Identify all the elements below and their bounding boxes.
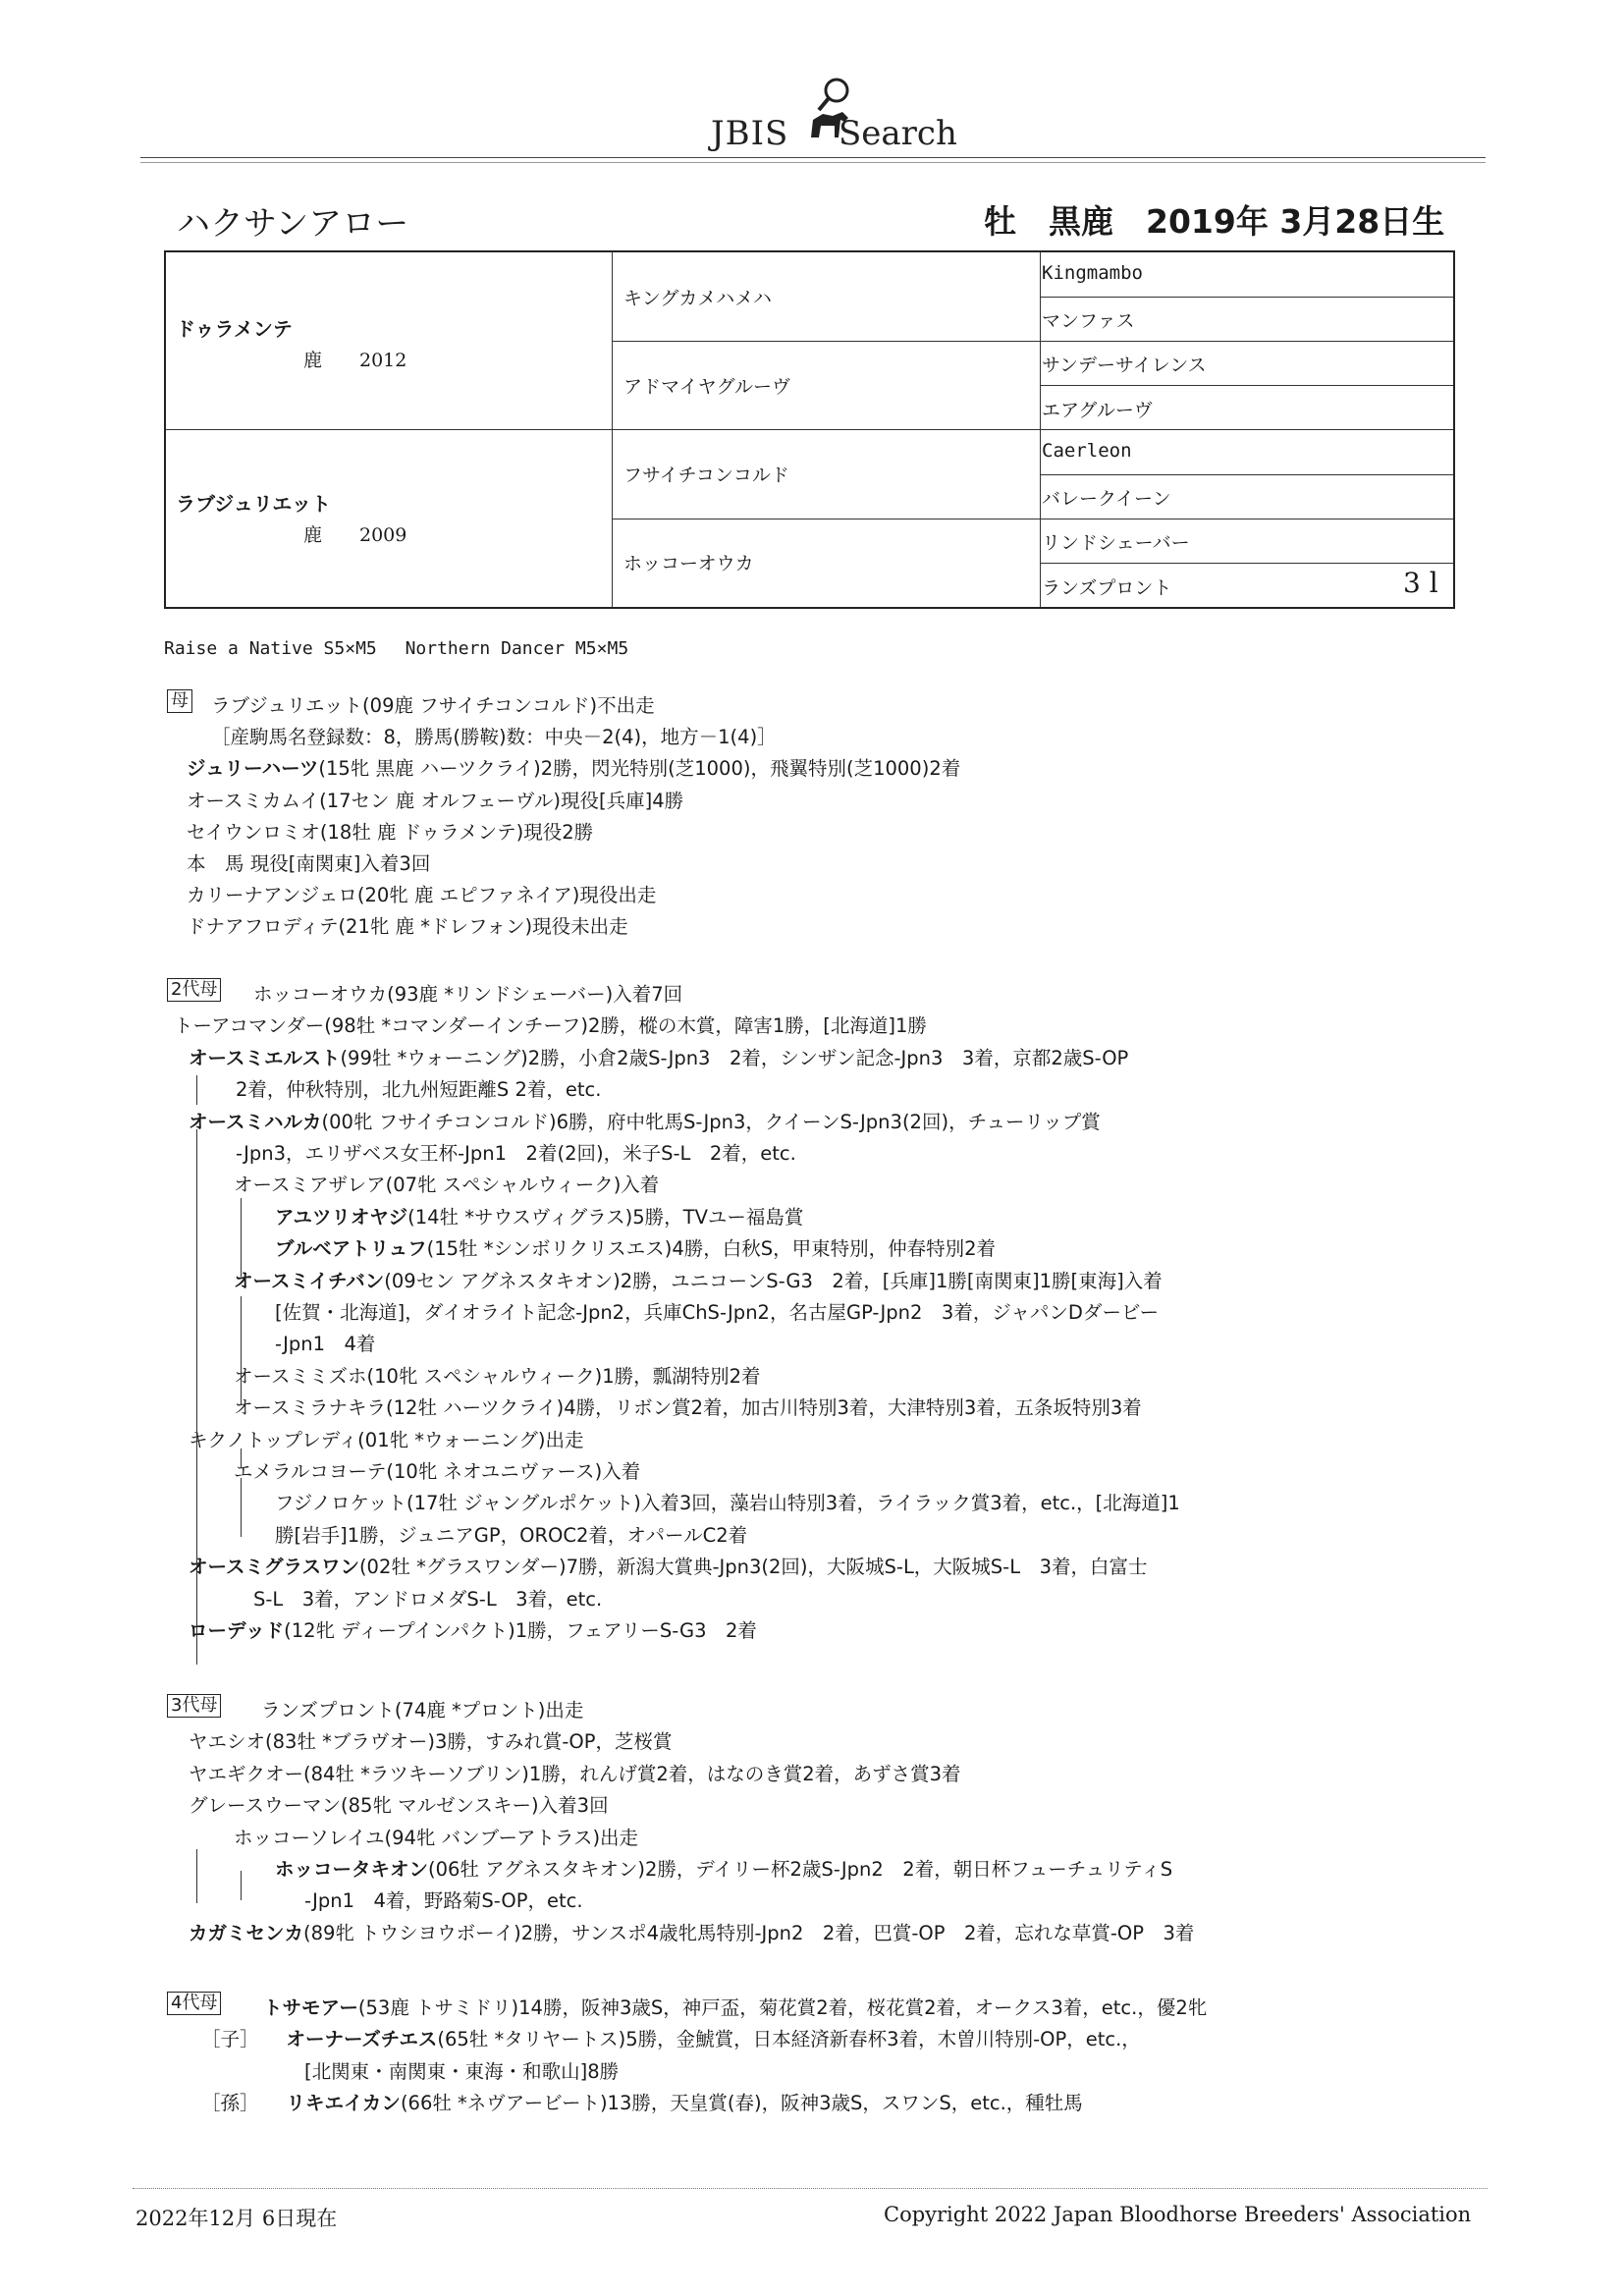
relation-prefix: ［孫］ xyxy=(201,2092,259,2115)
line-text: ラブジュリエット(09鹿 フサイチコンコルド)不出走 xyxy=(211,694,655,717)
family-line xyxy=(234,1361,761,1389)
horse-name-bold: ローデッド xyxy=(189,1619,285,1642)
footer-divider xyxy=(133,2188,1488,2189)
family-line xyxy=(253,979,682,1007)
pedigree-gen3: Caerleon xyxy=(1042,440,1132,462)
line-text: 勝[岩手]1勝，ジュニアGP，OROC2着，オパールC2着 xyxy=(275,1523,748,1547)
dam-name: ラブジュリエット xyxy=(176,492,331,516)
family-line xyxy=(189,1107,1101,1134)
inbreeding-note: Raise a Native S5×M5 Northern Dancer M5×M5 xyxy=(164,638,629,659)
line-text: (89牝 トウシヨウボーイ)2勝，サンスポ4歳牝馬特別-Jpn2 2着，巴賞-OP 2着，忘れな草賞-OP 3着 xyxy=(303,1921,1195,1944)
family-line xyxy=(261,1695,583,1722)
line-text: (02牡 *グラスワンダー)7勝，新潟大賞典-Jpn3(2回)，大阪城S-L，大阪城S-L 3着，白富士 xyxy=(358,1556,1148,1579)
family-line xyxy=(187,786,683,813)
section-tag-wrapper xyxy=(167,688,210,713)
sire-name: ドゥラメンテ xyxy=(176,317,293,341)
line-text: オースミカムイ(17セン 鹿 オルフェーヴル)現役[兵庫]4勝 xyxy=(187,789,684,812)
line-text: オースミミズホ(10牝 スペシャルウィーク)1勝，瓢湖特別2着 xyxy=(234,1364,761,1388)
line-text: ホッコーオウカ(93鹿 *リンドシェーバー)入着7回 xyxy=(253,983,683,1006)
family-line xyxy=(275,1297,1159,1325)
line-text: ホッコーソレイユ(94牝 バンブーアトラス)出走 xyxy=(234,1826,639,1849)
family-line xyxy=(189,1615,757,1643)
horse-name-bold: トサモアー xyxy=(263,1996,358,2019)
family-line xyxy=(189,1790,609,1818)
line-text: (06牡 アグネスタキオン)2勝，デイリー杯2歳S-Jpn2 2着，朝日杯フューチュリティS xyxy=(428,1858,1173,1881)
header-divider xyxy=(140,157,1486,158)
family-number: 3 l xyxy=(1403,567,1438,599)
line-text: フジノロケット(17牡 ジャングルポケット)入着3回，藻岩山特別3着，ライラック賞3着，etc.，[北海道]1 xyxy=(275,1492,1180,1515)
family-line xyxy=(275,1202,803,1230)
section-tag-second-dam: 2代母 xyxy=(167,978,221,1002)
family-line xyxy=(234,1823,638,1850)
line-text: ヤエギクオー(84牡 *ラツキーソブリン)1勝，れんげ賞2着，はなのき賞2着，あずさ賞3着 xyxy=(189,1762,961,1785)
family-line xyxy=(234,1393,1142,1420)
footer-date: 2022年12月 6日現在 xyxy=(135,2207,338,2230)
line-text: (09セン アグネスタキオン)2勝，ユニコーンS-G3 2着，[兵庫]1勝[南関東]1勝[東海]入着 xyxy=(384,1269,1163,1292)
horse-name-bold: カガミセンカ xyxy=(189,1921,304,1944)
family-line xyxy=(304,1886,583,1913)
line-text: -Jpn1 4着，野路菊S-OP，etc. xyxy=(304,1889,583,1913)
pedigree-gen3: エアグルーヴ xyxy=(1042,400,1153,421)
line-text: オースミラナキラ(12牡 ハーツクライ)4勝，リボン賞2着，加古川特別3着，大津特別3着，五条坂特別3着 xyxy=(234,1396,1142,1420)
section-tag-third-dam: 3代母 xyxy=(167,1694,221,1718)
pedigree-gen3: Kingmambo xyxy=(1042,262,1143,284)
line-text: (66牡 *ネヴアービート)13勝，天皇賞(春)，阪神3歳S，スワンS，etc.，種牡馬 xyxy=(400,2092,1083,2115)
family-line xyxy=(201,2088,1083,2115)
header-divider-secondary xyxy=(140,162,1486,163)
pedigree-gen3: マンファス xyxy=(1042,310,1135,332)
family-line xyxy=(187,817,593,845)
family-line xyxy=(189,1726,673,1754)
sire-detail: 鹿 2012 xyxy=(303,350,407,371)
family-line xyxy=(234,1170,659,1197)
family-line xyxy=(234,1266,1163,1293)
family-line xyxy=(275,1488,1180,1515)
line-text: (15牝 黒鹿 ハーツクライ)2勝，閃光特別(芝1000)，飛翼特別(芝1000)2着 xyxy=(318,757,961,781)
dam-cell xyxy=(176,488,406,547)
dam-detail: 鹿 2009 xyxy=(303,524,407,546)
family-line xyxy=(304,2056,619,2084)
pedigree-gen2: キングカメハメハ xyxy=(623,288,773,309)
family-line xyxy=(189,1043,1128,1070)
horse-name-bold: アユツリオヤジ xyxy=(275,1205,408,1229)
family-line xyxy=(189,1425,584,1452)
lineage-connector xyxy=(241,1449,242,1468)
horse-name: ハクサンアロー xyxy=(177,204,409,244)
horse-name-bold: ブルベアトリュフ xyxy=(275,1237,427,1261)
footer-copyright: Copyright 2022 Japan Bloodhorse Breeders' Association xyxy=(884,2203,1472,2226)
line-text: S-L 3着，アンドロメダS-L 3着，etc. xyxy=(253,1587,603,1611)
section-tag-wrapper xyxy=(167,977,239,1002)
horse-name-bold: オースミハルカ xyxy=(189,1110,322,1133)
family-line xyxy=(187,848,430,876)
family-line xyxy=(187,880,656,907)
family-line xyxy=(174,1011,927,1038)
pedigree-gen3: ランズプロント xyxy=(1042,577,1172,599)
family-line xyxy=(189,1552,1148,1579)
pedigree-gen3: バレークイーン xyxy=(1042,488,1171,510)
family-line xyxy=(275,1520,747,1548)
section-tag-fourth-dam: 4代母 xyxy=(167,1992,221,2015)
line-text: ランズプロント(74鹿 *プロント)出走 xyxy=(261,1699,584,1722)
lineage-connector xyxy=(196,1129,197,1665)
section-tag-dam: 母 xyxy=(167,689,192,713)
family-line xyxy=(201,2024,1141,2051)
line-text: カリーナアンジェロ(20牝 鹿 エピファネイア)現役出走 xyxy=(187,884,657,907)
sire-cell xyxy=(176,313,406,372)
pedigree-table xyxy=(164,250,1455,609)
horse-name-bold: オースミエルスト xyxy=(189,1046,341,1069)
horse-name-bold: ジュリーハーツ xyxy=(187,757,319,781)
family-line xyxy=(189,1918,1194,1945)
line-text: (99牡 *ウォーニング)2勝，小倉2歳S-Jpn3 2着，シンザン記念-Jpn3 3着，京都2歳S-OP xyxy=(340,1046,1129,1069)
line-text: 2着，仲秋特別，北九州短距離S 2着，etc. xyxy=(236,1078,602,1102)
lineage-connector xyxy=(241,1296,242,1404)
line-text: トーアコマンダー(98牡 *コマンダーインチーフ)2勝，樅の木賞，障害1勝，[北海道]1勝 xyxy=(174,1014,927,1038)
line-text: エメラルコヨーテ(10牝 ネオユニヴァース)入着 xyxy=(234,1460,641,1483)
line-text: (12牝 ディープインパクト)1勝，フェアリーS-G3 2着 xyxy=(284,1619,757,1642)
lineage-connector xyxy=(241,1198,242,1277)
family-line xyxy=(275,1854,1172,1882)
section-tag-wrapper xyxy=(167,1693,239,1718)
family-line xyxy=(187,911,628,939)
horse-name-bold: オースミイチバン xyxy=(234,1269,385,1292)
horse-name-bold: オーナーズチエス xyxy=(286,2028,438,2051)
family-line xyxy=(211,690,655,718)
line-text: -Jpn1 4着 xyxy=(275,1333,376,1356)
lineage-connector xyxy=(196,1849,197,1903)
line-text: [北関東・南関東・東海・和歌山]8勝 xyxy=(304,2059,620,2083)
line-text: ［産駒馬名登録数：8，勝馬(勝鞍)数：中央－2(4)，地方－1(4)］ xyxy=(211,726,777,749)
family-line xyxy=(253,1584,602,1612)
section-tag-wrapper xyxy=(167,1991,239,2015)
logo-text-jbis: JBIS xyxy=(711,114,789,153)
logo-text-search: Search xyxy=(839,114,957,153)
family-line xyxy=(263,1993,1207,2020)
family-line xyxy=(234,1456,640,1484)
horse-name-bold: リキエイカン xyxy=(286,2092,401,2115)
line-text: キクノトップレディ(01牝 *ウォーニング)出走 xyxy=(189,1428,584,1451)
pedigree-gen2: アドマイヤグルーヴ xyxy=(623,376,791,398)
horse-name-bold: ホッコータキオン xyxy=(275,1858,429,1881)
pedigree-gen2: ホッコーオウカ xyxy=(623,553,754,574)
line-text: (53鹿 トサミドリ)14勝，阪神3歳S，神戸盃，菊花賞2着，桜花賞2着，オークス3着，etc.，優2牝 xyxy=(357,1996,1208,2019)
line-text: 本 馬 現役[南関東]入着3回 xyxy=(187,852,431,875)
lineage-connector xyxy=(241,1478,242,1537)
family-line xyxy=(236,1138,796,1166)
line-text: ドナアフロディテ(21牝 鹿 *ドレフォン)現役未出走 xyxy=(187,915,628,939)
family-line xyxy=(275,1233,996,1261)
family-line xyxy=(236,1074,601,1102)
line-text: オースミアザレア(07牝 スペシャルウィーク)入着 xyxy=(234,1174,660,1197)
line-text: グレースウーマン(85牝 マルゼンスキー)入着3回 xyxy=(189,1794,609,1818)
family-line xyxy=(211,722,777,749)
line-text: ヤエシオ(83牡 *ブラヴオー)3勝，すみれ賞-OP，芝桜賞 xyxy=(189,1730,673,1754)
pedigree-gen2: フサイチコンコルド xyxy=(623,465,789,486)
lineage-connector xyxy=(241,1871,242,1900)
line-text: (14牡 *サウスヴィグラス)5勝，TVユー福島賞 xyxy=(407,1205,804,1229)
horse-name-bold: オースミグラスワン xyxy=(189,1556,359,1579)
line-text: セイウンロミオ(18牡 鹿 ドゥラメンテ)現役2勝 xyxy=(187,820,594,844)
line-text: (00牝 フサイチコンコルド)6勝，府中牝馬S-Jpn3，クイーンS-Jpn3(2回)，チューリップ賞 xyxy=(321,1110,1101,1133)
pedigree-gen3: サンデーサイレンス xyxy=(1042,355,1207,376)
line-text: -Jpn3，エリザベス女王杯-Jpn1 2着(2回)，米子S-L 2着，etc. xyxy=(236,1142,796,1165)
line-text: (15牡 *シンボリクリスエス)4勝，白秋S，甲東特別，仲春特別2着 xyxy=(426,1237,997,1261)
horse-info: 牡 黒鹿 2019年 3月28日生 xyxy=(984,202,1445,241)
pedigree-gen3: リンドシェーバー xyxy=(1042,532,1190,554)
family-line xyxy=(187,753,960,781)
jbis-search-logo xyxy=(711,77,957,155)
family-line xyxy=(275,1329,375,1356)
family-line xyxy=(189,1759,961,1786)
line-text: (65牡 *タリヤートス)5勝，金鯱賞，日本経済新春杯3着，木曽川特別-OP，etc.， xyxy=(437,2028,1141,2051)
relation-prefix: ［子］ xyxy=(201,2028,259,2051)
line-text: [佐賀・北海道]，ダイオライト記念-Jpn2，兵庫ChS-Jpn2，名古屋GP-Jpn2 3着，ジャパンDダービー xyxy=(275,1301,1160,1324)
lineage-connector xyxy=(196,1075,197,1105)
